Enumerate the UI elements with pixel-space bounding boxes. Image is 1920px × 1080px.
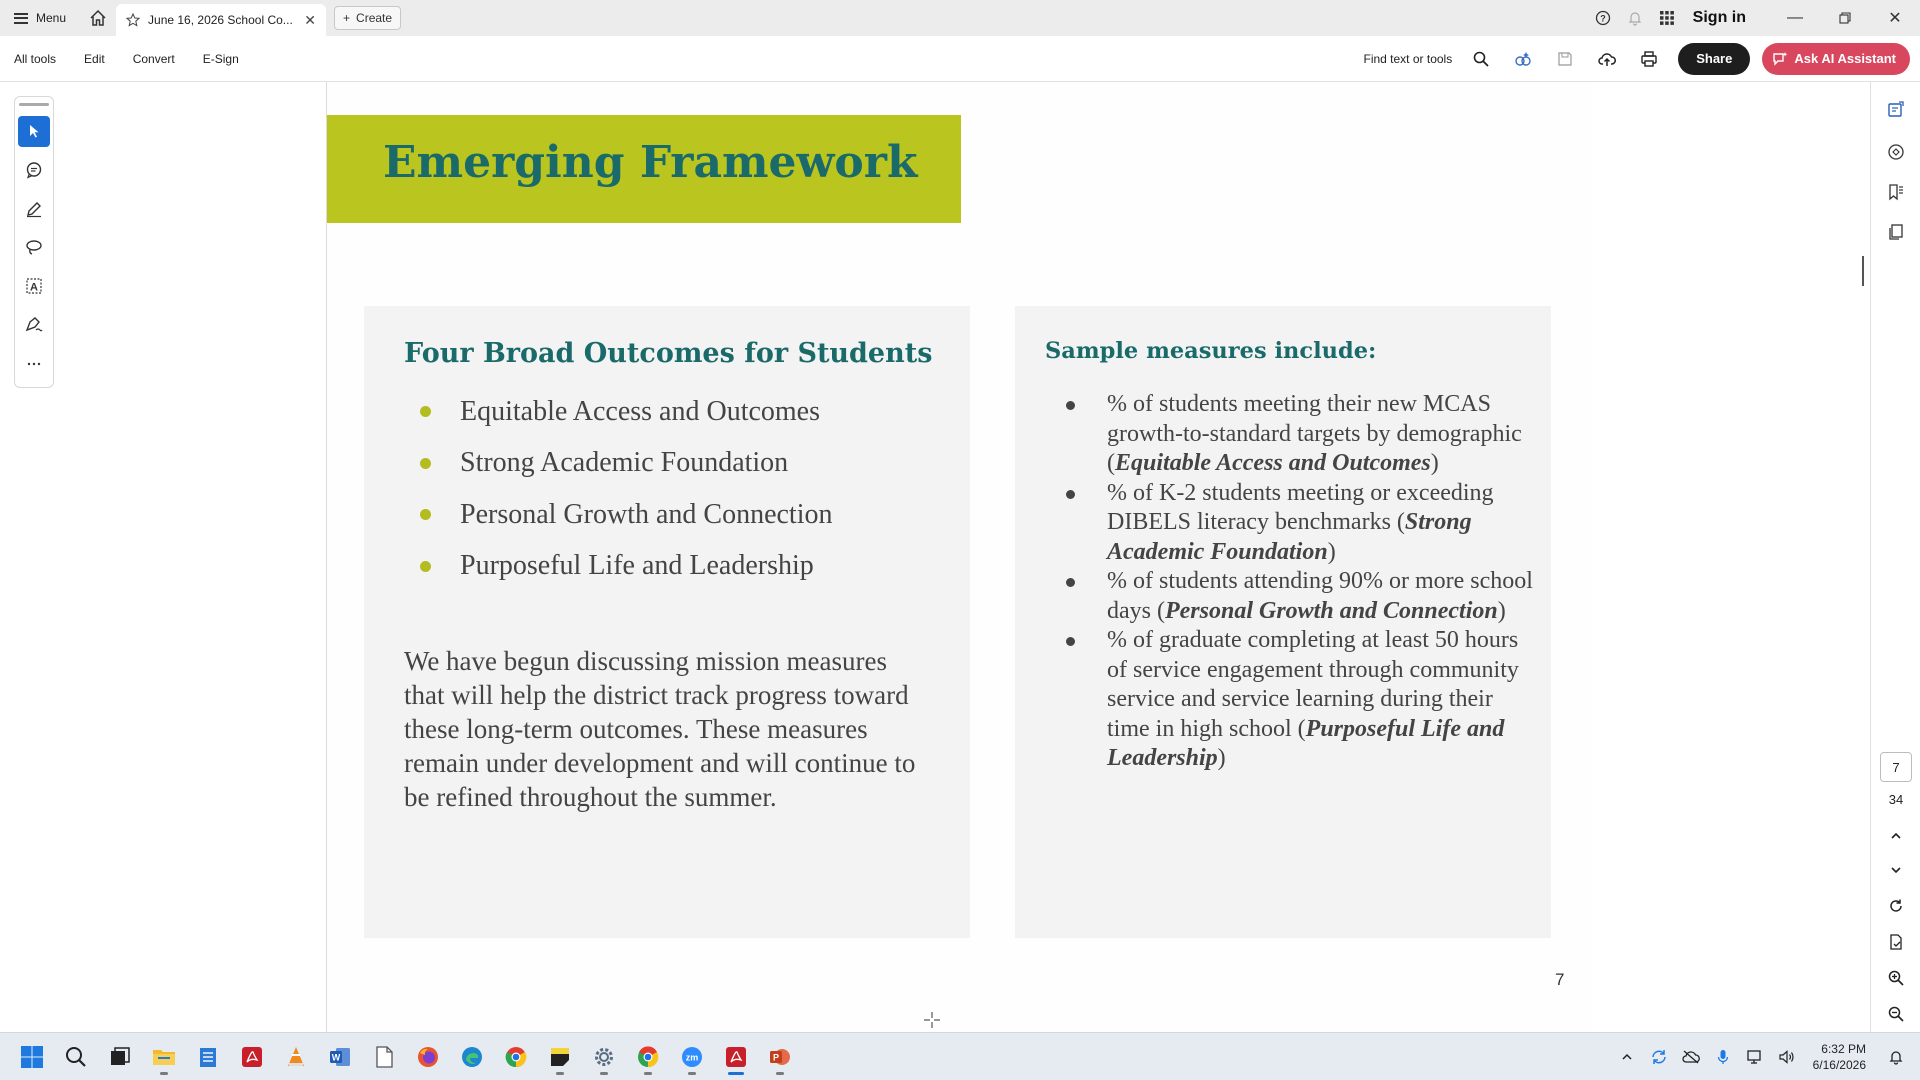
hamburger-icon bbox=[14, 13, 28, 24]
windows-start-icon[interactable] bbox=[14, 1039, 50, 1075]
apps-grid-icon[interactable] bbox=[1651, 0, 1683, 36]
running-indicator bbox=[644, 1072, 652, 1075]
find-text-label[interactable]: Find text or tools bbox=[1363, 51, 1453, 66]
measure-text: % of K-2 students meeting or exceeding DIBELS literacy benchmarks ( bbox=[1107, 479, 1494, 535]
onedrive-offline-icon[interactable] bbox=[1675, 1050, 1707, 1064]
measure-close: ) bbox=[1327, 538, 1336, 565]
svg-text:?: ? bbox=[1599, 13, 1606, 24]
outcome-text: Equitable Access and Outcomes bbox=[460, 395, 821, 427]
svg-text:A: A bbox=[30, 281, 38, 294]
settings-gear-icon[interactable] bbox=[586, 1039, 622, 1075]
bullet-dot bbox=[420, 458, 431, 469]
save-icon[interactable] bbox=[1546, 42, 1584, 76]
chevron-down-icon[interactable] bbox=[1882, 856, 1910, 884]
measure-outcome: Equitable Access and Outcomes bbox=[1115, 450, 1431, 476]
slide-title-band bbox=[327, 115, 961, 223]
taskbar-clock[interactable] bbox=[1813, 1041, 1866, 1073]
measure-close: ) bbox=[1217, 745, 1226, 771]
fill-sign-icon[interactable] bbox=[18, 310, 50, 341]
measures-list bbox=[1063, 390, 1533, 774]
main-toolbar bbox=[0, 36, 1920, 82]
tab-title: June 16, 2026 School Co... bbox=[148, 13, 293, 27]
outcome-text: Personal Growth and Connection bbox=[460, 498, 833, 530]
svg-text:zm: zm bbox=[685, 1052, 699, 1062]
list-item bbox=[420, 386, 833, 438]
print-icon[interactable] bbox=[1630, 42, 1668, 76]
chevron-up-icon[interactable] bbox=[1882, 822, 1910, 850]
slide-page-number: 7 bbox=[1555, 970, 1565, 989]
ai-assistant-icon bbox=[1772, 51, 1788, 67]
acrobat-reader-icon[interactable] bbox=[234, 1039, 270, 1075]
bell-icon[interactable] bbox=[1619, 0, 1651, 36]
chevron-up-tray-icon[interactable] bbox=[1611, 1051, 1643, 1063]
measure-close: ) bbox=[1430, 450, 1439, 476]
upload-cloud-icon[interactable] bbox=[1588, 42, 1626, 76]
star-icon[interactable] bbox=[126, 13, 140, 27]
left-tool-palette bbox=[14, 96, 54, 388]
total-pages: 34 bbox=[1888, 792, 1904, 807]
mission-paragraph: We have begun discussing mission measures that will help the district track progress toward these long-term outcomes. These measures remain under development and will continue to be refined throughout the summer. bbox=[404, 646, 916, 812]
plus-icon: + bbox=[343, 11, 351, 25]
outcomes-heading: Four Broad Outcomes for Students bbox=[404, 338, 933, 369]
measures-heading: Sample measures include: bbox=[1045, 338, 1377, 364]
network-icon[interactable] bbox=[1739, 1050, 1771, 1064]
palette-grip[interactable] bbox=[19, 103, 49, 106]
file-explorer-icon[interactable] bbox=[146, 1039, 182, 1075]
list-item bbox=[420, 541, 833, 593]
outcomes-list bbox=[420, 386, 833, 592]
firefox-icon[interactable] bbox=[410, 1039, 446, 1075]
measure-text: % of graduate completing at least 50 hours of service engagement through community service and service learning during their time in high school ( bbox=[1107, 627, 1519, 742]
taskbar-search-icon[interactable] bbox=[58, 1039, 94, 1075]
toolbar-all-tools[interactable]: All tools bbox=[14, 51, 57, 66]
list-item bbox=[1063, 567, 1533, 626]
outcome-text: Purposeful Life and Leadership bbox=[460, 550, 814, 582]
outcome-text: Strong Academic Foundation bbox=[460, 447, 789, 479]
notepad-app-icon[interactable] bbox=[190, 1039, 226, 1075]
measure-outcome: Personal Growth and Connection bbox=[1164, 597, 1498, 624]
create-button[interactable] bbox=[334, 6, 401, 30]
highlight-pen-icon[interactable] bbox=[18, 193, 50, 224]
chrome-profile-icon[interactable] bbox=[630, 1039, 666, 1075]
home-button[interactable] bbox=[80, 0, 116, 36]
task-view-icon[interactable] bbox=[102, 1039, 138, 1075]
page-fit-icon[interactable] bbox=[1882, 928, 1910, 956]
share-label: Share bbox=[1696, 51, 1733, 66]
measure-text: % of students attending 90% or more school days ( bbox=[1107, 568, 1533, 624]
sign-in-link[interactable]: Sign in bbox=[1692, 9, 1746, 26]
word-icon[interactable] bbox=[322, 1039, 358, 1075]
running-indicator bbox=[600, 1072, 608, 1075]
current-page-input[interactable]: 7 bbox=[1880, 752, 1912, 782]
chrome-icon[interactable] bbox=[498, 1039, 534, 1075]
measure-text: % of students meeting their new MCAS growth-to-standard targets by demographic ( bbox=[1107, 391, 1522, 476]
blank-file-icon[interactable] bbox=[366, 1039, 402, 1075]
running-indicator bbox=[688, 1072, 696, 1075]
measure-outcome: Strong Academic Foundation bbox=[1107, 509, 1472, 565]
zoom-out-icon[interactable] bbox=[1882, 1000, 1910, 1028]
notifications-icon[interactable] bbox=[1880, 1049, 1912, 1065]
minimize-icon[interactable]: — bbox=[1787, 9, 1803, 26]
measures-card bbox=[1015, 306, 1551, 938]
crosshair-cursor-icon bbox=[924, 1012, 940, 1028]
window-close-icon[interactable]: ✕ bbox=[1888, 10, 1902, 27]
running-indicator bbox=[776, 1072, 784, 1075]
svg-text:W: W bbox=[331, 1052, 341, 1062]
list-item bbox=[420, 489, 833, 541]
acrobat-active-icon[interactable] bbox=[718, 1039, 754, 1075]
zoom-app-icon[interactable] bbox=[674, 1039, 710, 1075]
search-icon[interactable] bbox=[1462, 42, 1500, 76]
clock-date: 6/16/2026 bbox=[1812, 1057, 1866, 1072]
toolbar-edit[interactable]: Edit bbox=[84, 51, 105, 66]
zoom-in-icon[interactable] bbox=[1882, 964, 1910, 992]
bullet-dot bbox=[420, 561, 431, 572]
right-panel-rail bbox=[1870, 82, 1920, 1032]
toolbar-esign[interactable]: E-Sign bbox=[202, 51, 239, 66]
toolbar-convert[interactable]: Convert bbox=[132, 51, 175, 66]
pages-panel-icon[interactable] bbox=[1882, 218, 1910, 246]
text-select-icon[interactable] bbox=[18, 271, 50, 302]
measure-close: ) bbox=[1497, 597, 1506, 624]
comment-icon[interactable] bbox=[18, 155, 50, 186]
active-indicator bbox=[728, 1072, 744, 1075]
vertical-scrollbar-thumb[interactable] bbox=[1862, 256, 1864, 286]
powerpoint-icon[interactable] bbox=[762, 1039, 798, 1075]
tab-close-icon[interactable]: ✕ bbox=[304, 11, 317, 28]
sticky-notes-icon[interactable] bbox=[542, 1039, 578, 1075]
clock-time: 6:32 PM bbox=[1821, 1041, 1866, 1056]
sync-icon[interactable] bbox=[1643, 1049, 1675, 1065]
restore-icon[interactable] bbox=[1820, 0, 1870, 36]
comments-panel-icon[interactable] bbox=[1882, 96, 1910, 124]
create-label: Create bbox=[356, 11, 393, 25]
help-icon[interactable] bbox=[1587, 0, 1619, 36]
running-indicator bbox=[160, 1072, 168, 1075]
menu-label: Menu bbox=[36, 11, 67, 25]
select-arrow-icon[interactable] bbox=[18, 116, 50, 147]
running-indicator bbox=[556, 1072, 564, 1075]
bookmarks-icon[interactable] bbox=[1882, 178, 1910, 206]
share-button[interactable] bbox=[1678, 43, 1750, 75]
document-tab[interactable] bbox=[116, 4, 326, 36]
title-bar bbox=[0, 0, 1920, 36]
slide-title: Emerging Framework bbox=[383, 137, 918, 188]
document-viewport[interactable] bbox=[326, 82, 1592, 1032]
list-item bbox=[1063, 626, 1533, 774]
windows-taskbar bbox=[0, 1032, 1920, 1080]
more-icon[interactable] bbox=[18, 348, 50, 379]
list-item bbox=[1063, 390, 1533, 479]
home-icon bbox=[89, 9, 107, 27]
ask-ai-assistant-button[interactable] bbox=[1762, 43, 1910, 75]
ai-label: Ask AI Assistant bbox=[1794, 51, 1896, 66]
system-tray bbox=[1611, 1033, 1920, 1080]
microphone-icon[interactable] bbox=[1707, 1049, 1739, 1065]
lasso-draw-icon[interactable] bbox=[18, 232, 50, 263]
menu-button[interactable] bbox=[0, 0, 80, 36]
measure-outcome: Purposeful Life and Leadership bbox=[1107, 715, 1505, 771]
bullet-dot bbox=[420, 406, 431, 417]
volume-icon[interactable] bbox=[1771, 1050, 1803, 1064]
list-item bbox=[1063, 479, 1533, 568]
attachments-icon[interactable] bbox=[1882, 138, 1910, 166]
edge-icon[interactable] bbox=[454, 1039, 490, 1075]
bullet-dot bbox=[420, 509, 431, 520]
rotate-icon[interactable] bbox=[1882, 892, 1910, 920]
vlc-icon[interactable] bbox=[278, 1039, 314, 1075]
pdf-page bbox=[327, 82, 1593, 1032]
ai-tools-icon[interactable] bbox=[1504, 42, 1542, 76]
outcomes-card bbox=[364, 306, 970, 938]
list-item bbox=[420, 438, 833, 490]
svg-text:P: P bbox=[772, 1052, 780, 1062]
